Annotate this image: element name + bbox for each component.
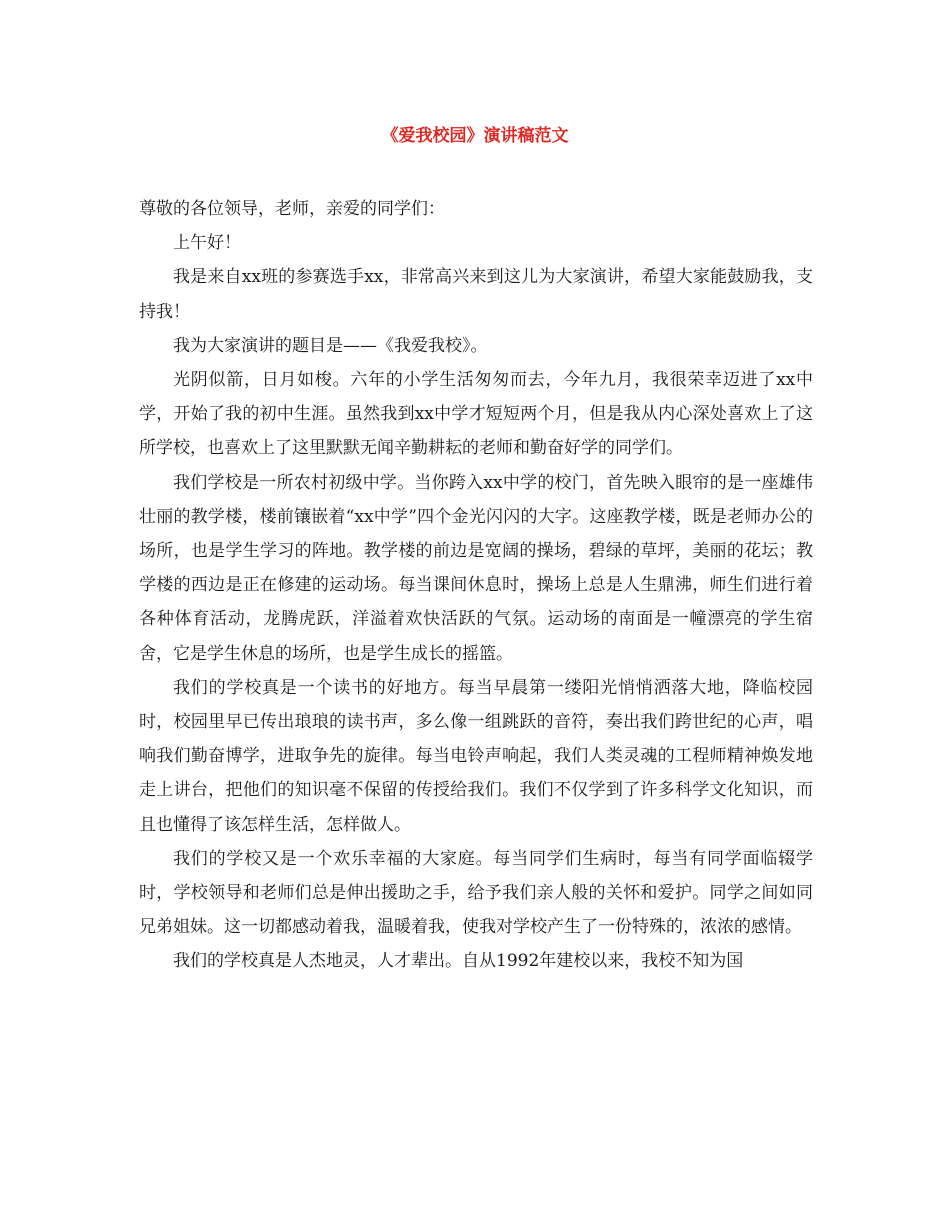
paragraph: 我们的学校又是一个欢乐幸福的大家庭。每当同学们生病时，每当有同学面临辍学时，学校领导和老师们总是伸出援助之手，给予我们亲人般的关怀和爱护。同学之间如同兄弟姐妹。这一切都感动着我，温暖着我，使我对学校产生了一份特殊的，浓浓的感情。 [139,848,813,938]
paragraph-greeting: 上午好！ [173,233,241,254]
paragraph: 光阴似箭，日月如梭。六年的小学生活匆匆而去，今年九月，我很荣幸迈进了xx中学，开始了我的初中生涯。虽然我到xx中学才短短两个月，但是我从内心深处喜欢上了这所学校，也喜欢上了这里默默无闻辛勤耕耘的老师和勤奋好学的同学们。 [139,370,813,459]
paragraph: 我们的学校真是人杰地灵，人才辈出。自从1992年建校以来，我校不知为国 [173,951,744,972]
paragraph: 我们学校是一所农村初级中学。当你跨入xx中学的校门，首先映入眼帘的是一座雄伟壮丽的教学楼，楼前镶嵌着“xx中学”四个金光闪闪的大字。这座教学楼，既是老师办公的场所，也是学生学习的阵地。教学楼的前边是宽阔的操场，碧绿的草坪，美丽的花坛；教学楼的西边是正在修建的运动场。每当课间休息时，操场上总是人生鼎沸，师生们进行着各种体育活动，龙腾虎跃，洋溢着欢快活跃的气氛。运动场的南面是一幢漂亮的学生宿舍，它是学生休息的场所，也是学生成长的摇篮。 [139,472,813,664]
document-body [139,192,813,979]
salutation: 尊敬的各位领导，老师，亲爱的同学们： [139,199,445,219]
document-title: 《爱我校园》演讲稿范文 [381,126,569,146]
paragraph-introduction: 我是来自xx班的参赛选手xx，非常高兴来到这儿为大家演讲，希望大家能鼓励我，支持我！ [139,267,813,322]
paragraph-topic: 我为大家演讲的题目是——《我爱我校》。 [173,335,488,356]
paragraph: 我们的学校真是一个读书的好地方。每当早晨第一缕阳光悄悄洒落大地，降临校园时，校园里早已传出琅琅的读书声，多么像一组跳跃的音符，奏出我们跨世纪的心声，唱响我们勤奋博学，进取争先的旋律。每当电铃声响起，我们人类灵魂的工程师精神焕发地走上讲台，把他们的知识毫不保留的传授给我们。我们不仅学到了许多科学文化知识，而且也懂得了该怎样生活，怎样做人。 [139,677,813,835]
